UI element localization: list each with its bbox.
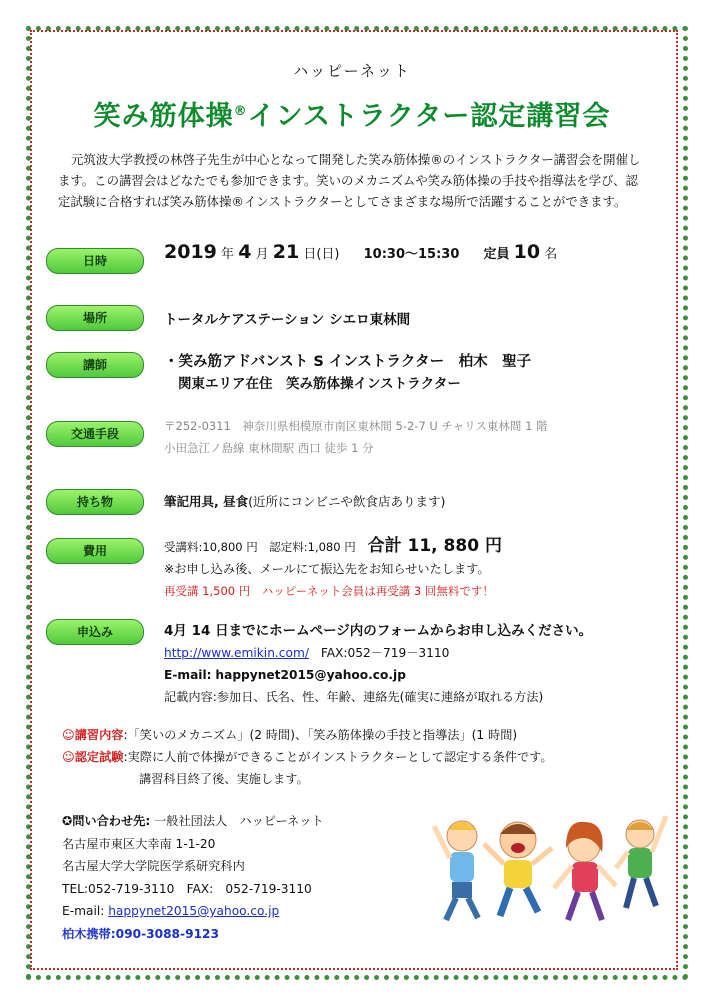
intro-paragraph: 元筑波大学教授の林啓子先生が中心となって開発した笑み筋体操®のインストラクター講習会を開催します。この講習会はどなたでも参加できます。笑いのメカニズムや笑み筋体操の手技や指導法を学び、認定試験に合格すれば笑み筋体操®インストラクターとしてさまざまな場所で活躍することができます。 [58, 152, 641, 209]
course-info: ☺講習内容:「笑いのメカニズム」(2 時間)、「笑み筋体操の手技と指導法」(1 時間) ☺認定試験:実際に人前で体操ができることがインストラクターとして認定する条件です。 講習科目終了後、実施します。 [62, 728, 553, 786]
label-fee: 費用 [46, 538, 144, 564]
label-items: 持ち物 [46, 489, 144, 515]
contact-email-link[interactable]: happynet2015@yahoo.co.jp [108, 904, 280, 918]
access-value: 〒252-0311 神奈川県相模原市南区東林間 5-2-7 U チャリス東林間 1 階 小田急江ノ島線 東林間駅 西口 徒歩 1 分 [164, 419, 548, 455]
organizer-name: ハッピーネット [293, 62, 411, 80]
kid-2 [484, 822, 552, 916]
fee-value: 受講料:10,800 円 認定料:1,080 円 合計 11, 880 円 ※お申し込み後、メールにて振込先をお知らせいたします。 再受講 1,500 円 ハッピーネット会員は再受講 3 回無料です！ [164, 536, 502, 598]
kid-4 [616, 816, 666, 908]
label-place: 場所 [46, 305, 144, 331]
contact-info: ✪問い合わせ先: 一般社団法人 ハッピーネット 名古屋市東区大幸南 1-1-20 名古屋大学大学院医学系研究科内 TEL:052-719-3110 FAX: 052-719-3110 E-mail: happynet2015@yahoo.co.jp 柏木携帯:090-3088-9123 [62, 814, 324, 941]
items-value: 筆記用具, 昼食(近所にコンビニや飲食店あります) [164, 494, 446, 509]
apply-value: 4月 14 日までにホームページ内のフォームからお申し込みください。 http://www.emikin.com/ FAX:052－719－3110 E-mail: happynet2015@yahoo.co.jp 記載内容:参加日、氏名、性、年齢、連絡先(確実に連絡が取れる方法) [164, 623, 593, 704]
date-value: 2019 年 4 月 21 日(日) 10:30～15:30 定員 10 名 [164, 241, 558, 263]
lecturer-value: ・笑み筋アドバンスト S インストラクター 柏木 聖子 関東エリア在住 笑み筋体操インストラクター [164, 354, 532, 392]
label-lecturer: 講師 [46, 352, 144, 378]
label-date: 日時 [46, 248, 144, 274]
label-apply: 申込み [46, 619, 144, 645]
kid-1 [434, 821, 478, 920]
label-access: 交通手段 [46, 421, 144, 447]
jumping-kids-illustration [426, 808, 672, 936]
page-title: 笑み筋体操®インストラクター認定講習会 [93, 101, 611, 132]
kid-3 [554, 822, 616, 920]
website-link[interactable]: http://www.emikin.com/ [164, 646, 309, 660]
place-value: トータルケアステーション シエロ東林間 [164, 312, 411, 328]
